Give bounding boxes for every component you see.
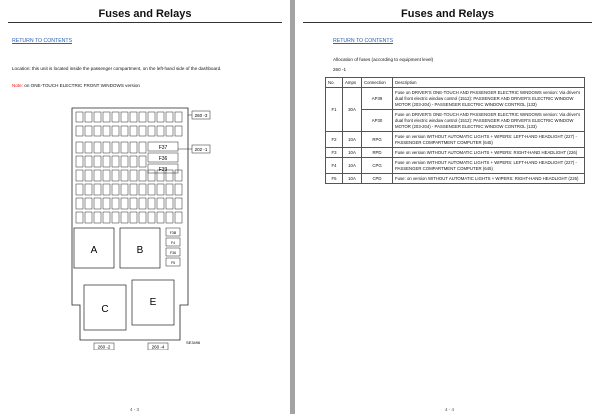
table-header-row [326,78,585,88]
page-title: Fuses and Relays [401,8,494,20]
header-amps: Amps [343,78,362,88]
fuse-f3b-label: F3B [169,231,177,235]
cell-description: Fuse on version WITHOUT AUTOMATIC LIGHTS + WIPERS: RIGHT-HAND HEADLIGHT (226) [393,148,585,158]
header-connection: Connection [362,78,393,88]
tag-260-2: 260 -2 [97,344,111,350]
page-title: Fuses and Relays [98,8,192,20]
fuse-allocation-table [325,77,585,184]
cell-connection: CPG [362,158,393,174]
cell-description: Fuse: on version WITHOUT AUTOMATIC LIGHTS + WIPERS: RIGHT-HAND HEADLIGHT (226) [393,174,585,184]
table-row [326,132,585,148]
return-to-contents-link[interactable]: RETURN TO CONTENTS [12,38,73,44]
left-page-number: 4 - 3 [130,407,140,412]
location-text: Location: this unit is located inside the passenger compartment, on the left-hand side of the dashboard. [12,66,222,71]
fuse-f36-label: F36 [158,156,168,162]
right-page [295,0,600,414]
cell-no: F2 [326,132,343,148]
cell-description: Fuse on DRIVER'S ONE-TOUCH AND PASSENGER ELECTRIC WINDOWS version: Via driver's dual front electric window control (1512): PASSENGER AND DRIVER'S ELECTRIC WINDOW MOTOR (203-204) - PASSENGER ELECTRIC WINDOW CONTROL (133) [393,110,585,132]
top-fuse-rows [76,112,182,136]
table-row [326,88,585,110]
header-no: No. [326,78,343,88]
header-description: Description [393,78,585,88]
cell-description: Fuse on DRIVER'S ONE-TOUCH AND PASSENGER ELECTRIC WINDOWS version: Via driver's dual front electric window control (1512): PASSENGER AND DRIVER'S ELECTRIC WINDOW MOTOR (203-204) - PASSENGER ELECTRIC WINDOW CONTROL (133) [393,88,585,110]
tag-260-4: 260 -4 [151,344,165,350]
relay-b-label: B [136,245,144,256]
cell-connection: CPD [362,174,393,184]
title-rule [303,22,592,23]
cell-connection: RPG [362,132,393,148]
cell-amps: 10A [343,158,362,174]
cell-description: Fuse on version WITHOUT AUTOMATIC LIGHTS + WIPERS: LEFT-HAND HEADLIGHT (227) - PASSENGER COMPARTMENT COMPUTER (645) [393,158,585,174]
allocation-ref: 260 -1 [333,67,347,72]
fuse-f39-label: F39 [158,167,168,173]
title-rule [8,22,282,23]
cell-connection: AP30 [362,110,393,132]
diagram-code: SE3496 [186,340,201,345]
note-line [12,83,140,88]
cell-amps: 30A [343,88,362,132]
fuse-box-diagram [60,100,230,350]
cell-connection: AP39 [362,88,393,110]
relay-a-label: A [90,245,98,256]
cell-no: F3 [326,148,343,158]
note-label: Note: [12,83,23,88]
note-text: on ONE-TOUCH ELECTRIC FRONT WINDOWS version [24,83,140,88]
allocation-text: Allocation of fuses (according to equipment level) [333,57,434,62]
tag-202-1: 202 -1 [194,147,208,152]
left-page [0,0,290,414]
fuse-f37-label: F37 [158,145,168,151]
right-page-number: 4 - 4 [445,407,455,412]
cell-no: F4 [326,158,343,174]
cell-amps: 10A [343,132,362,148]
return-to-contents-link[interactable]: RETURN TO CONTENTS [333,38,394,44]
tag-260-3: 260 -3 [194,113,208,118]
cell-no: F5 [326,174,343,184]
cell-connection: RPD [362,148,393,158]
fuse-f36b-label: F36 [169,251,177,255]
cell-description: Fuse on version WITHOUT AUTOMATIC LIGHTS + WIPERS: LEFT-HAND HEADLIGHT (227) - PASSENGER COMPARTMENT COMPUTER (645) [393,132,585,148]
middle-fuse-grid [76,142,182,223]
fuse-f4-label: F4 [170,241,176,245]
table-row [326,148,585,158]
table-row [326,110,585,132]
table-row [326,174,585,184]
cell-amps: 10A [343,148,362,158]
cell-amps: 10A [343,174,362,184]
cell-no: F1 [326,88,343,132]
fuse-f5-label: F5 [170,261,176,265]
table-row [326,158,585,174]
relay-e-label: E [149,297,157,308]
relay-c-label: C [101,304,109,315]
